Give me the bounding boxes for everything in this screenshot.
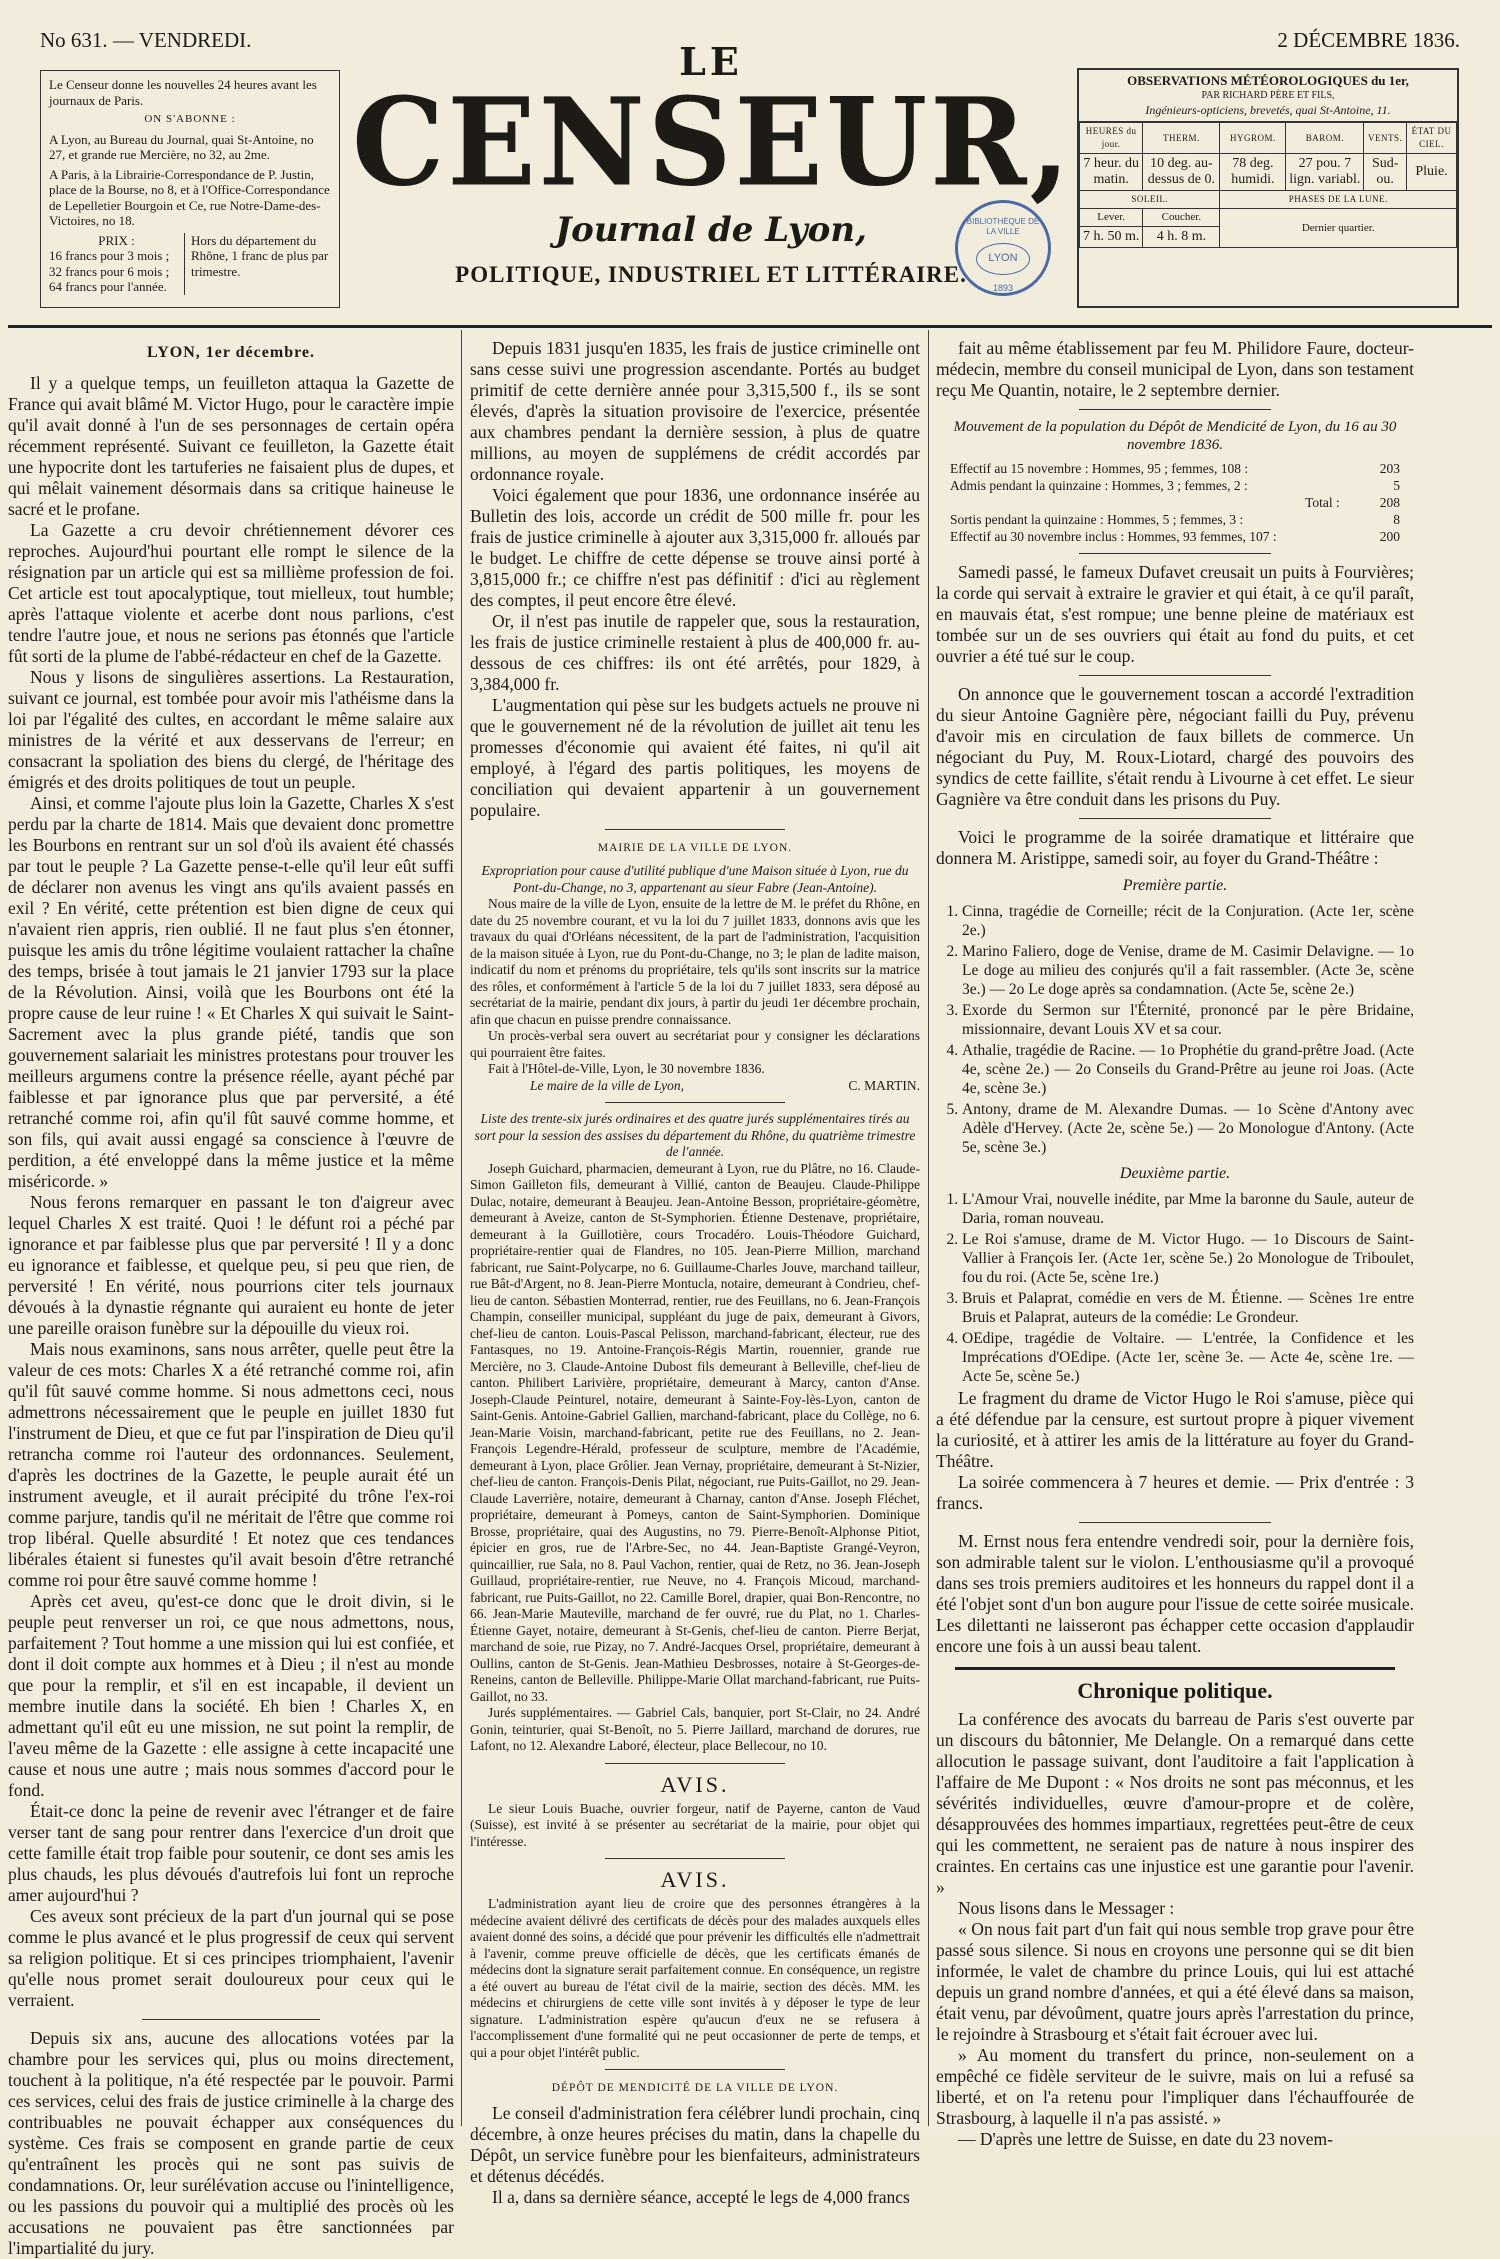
column-2: [470, 338, 920, 2207]
article-paragraph: M. Ernst nous fera entendre vendredi soir, pour la dernière fois, son admirable talent sur le violon. L'enthousiasme qu'il a provoqué dans ses trois premiers auditoires et les honneurs du rappel dont il a été l'objet sont d'un bon augure pour l'issue de cette soirée musicale. Les dilettanti ne laisseront pas échapper cette occasion d'applaudir encore une fois à un aussi beau talent.: [936, 1531, 1414, 1656]
masthead-subtitle: POLITIQUE, INDUSTRIEL ET LITTÉRAIRE.: [455, 262, 967, 287]
program-list: [936, 1190, 1414, 1386]
separator: [1079, 818, 1270, 819]
population-label: Effectif au 15 novembre : Hommes, 95 ; femmes, 108 :: [950, 461, 1249, 476]
section-rule: [955, 1667, 1395, 1670]
article-paragraph: — D'après une lettre de Suisse, en date du 23 novem-: [958, 2129, 1333, 2149]
jures-supplementaires: Jurés supplémentaires. — Gabriel Cals, banquier, port St-Clair, no 24. André Gonin, teinturier, quai St-Benoît, no 5. Pierre Jaillard, marchand de dorures, rue Lafont, no 12. Alexandre Laboré, électeur, place Bellecour, no 10.: [470, 1705, 920, 1753]
column-divider: [928, 330, 929, 2126]
stamp-year: 1893: [992, 283, 1014, 293]
separator: [605, 1858, 785, 1859]
population-table: [936, 418, 1414, 545]
weather-observations: [1077, 68, 1459, 308]
program-item: 2. Marino Faliero, doge de Venise, drame de M. Casimir Delavigne. — 1o Le doge au milieu des conjurés qu'il a fait rassembler. (Acte 3e, scène 3e.) — 2o Le doge après sa condamnation. (Acte 5e, scène 2e.): [962, 942, 1414, 999]
article-paragraph: La conférence des avocats du barreau de Paris s'est ouverte par un discours du bâtonnier, Me Delangle. On a remarqué dans cette allocution le passage suivant, dont l'auditoire a fait l'application à l'affaire de Me Dupont : « Nos droits ne sont pas méconnus, et les sévérités individuelles, œuvre d'amour-propre et de colère, désapprouvées des hommes impartiaux, regrettées peut-être de ceux qui les commettent, ne seraient pas de nature à nous inspirer des craintes. En certains cas une injustice est une garantie pour l'avenir. »: [936, 1709, 1414, 1897]
separator: [605, 1763, 785, 1764]
population-row: [936, 528, 1414, 545]
lever-label: Lever.: [1080, 209, 1143, 227]
population-row: [936, 511, 1414, 528]
separator: [1079, 675, 1270, 676]
depot-heading: DÉPÔT DE MENDICITÉ DE LA VILLE DE LYON.: [551, 2082, 839, 2094]
mayor-name: C. MARTIN.: [848, 1077, 920, 1093]
mayor-title: Le maire de la ville de Lyon,: [530, 1077, 684, 1093]
jures-heading: Liste des trente-six jurés ordinaires et des quatre jurés supplémentaires tirés au sort pour la session des assises du département du Rhône, du quatrième trimestre de l'année.: [474, 1111, 916, 1159]
population-value: 208: [1379, 495, 1400, 510]
separator: [605, 1102, 785, 1103]
jures-list: [470, 1161, 920, 1755]
avis-heading: AVIS.: [660, 1867, 730, 1892]
prix-label: PRIX :: [98, 232, 135, 248]
dateline: LYON, 1er décembre.: [146, 344, 315, 361]
mairie-heading: MAIRIE DE LA VILLE DE LYON.: [597, 842, 793, 854]
article-paragraph: fait au même établissement par feu M. Philidore Faure, docteur-médecin, membre du conseil municipal de Lyon, dans son testament reçu Me Quantin, notaire, le 2 septembre dernier.: [936, 338, 1414, 400]
article-paragraph: Voici également que pour 1836, une ordonnance insérée au Bulletin des lois, accorde un crédit de 500 mille fr. pour les frais de justice criminelle à ajouter aux 3,315,000 fr. alloués par le budget. Le chiffre de cette dépense se trouve ainsi porté à 3,815,000 fr.; ce chiffre n'est pas définitif : d'ici au règlement des comptes, il peut encore être élevé.: [470, 485, 920, 610]
weather-value: 78 deg. humidi.: [1220, 154, 1286, 191]
expropriation-notice: [470, 896, 920, 1094]
coucher-value: 4 h. 8 m.: [1143, 227, 1220, 248]
weather-ing: Ingénieurs-opticiens, brevetés, quai St-Antoine, 11.: [1145, 103, 1391, 117]
article-paragraph: On annonce que le gouvernement toscan a accordé l'extradition du sieur Antoine Gagnière père, négociant failli du Puy, prévenu d'avoir mis en circulation de faux billets de commerce. Un négociant du Puy, M. Roux-Liotard, chargé des pouvoirs des syndics de cette faillite, s'était rendu à Livourne à cet effet. Le sieur Gagnière va être conduit dans les prisons du Puy.: [936, 684, 1414, 809]
article-paragraph: Nous ferons remarquer en passant le ton d'aigreur avec lequel Charles X est traité. Quoi ! le défunt roi a péché par ignorance et par faiblesse plus que par perversité ! Il y a donc eu ignorance et faiblesse, et quelque peu, si peu que rien, de perversité ! En vérité, nous pourrions citer tels journaux dévoués à la dynastie régnante qui auraient eu honte de jeter une pareille oraison funèbre sur la dépouille du vieux roi.: [8, 1192, 454, 1338]
jures-text: Joseph Guichard, pharmacien, demeurant à Lyon, rue du Plâtre, no 16. Claude-Simon Gailleton fils, demeurant à Villié, canton de Beaujeu. Claude-Philippe Dulac, notaire, demeurant à Beaujeu. Jean-Antoine Besson, propriétaire-géomètre, demeurant à Aveize, canton de St-Symphorien. Étienne Destenave, propriétaire, demeurant à la Guillotière, cours Trocadéro. Louis-Théodore Guichard, propriétaire-rentier quai de Flandres, no 105. Jean-Pierre Million, marchand fabricant, rue Saint-Polycarpe, no 6. Guillaume-Charles Jouve, marchand tailleur, rue Bât-d'Argent, no 8. Jean-Pierre Montucla, notaire, demeurant à Condrieu, chef-lieu de canton. Sébastien Monterrad, rentier, rue des Feuillans, no 6. Jean-François Champin, conseiller municipal, suppléant du juge de paix, demeurant à Givors, chef-lieu de canton. Louis-Pascal Pelisson, marchand-fabricant, électeur, rue des Fantasques, no 19. Antoine-François-Régis Martin, rouennier, grande rue Mercière, no 3. Claude-Antoine Dubost fils demeurant à Belleville, chef-lieu de canton. Philibert Larivière, propriétaire, demeurant à Marcy, canton d'Anse. Joseph-Claude Peinturel, notaire, demeurant à Sainte-Foy-lès-Lyon, canton de Saint-Genis. Antoine-Gabriel Gallien, marchand-fabricant, place du Collège, no 6. Jean-Marie Voisin, marchand-fabricant, petite rue des Feuillans, no 2. Jean-François Legendre-Hérald, professeur de sculpture, membre de l'Académie, demeurant à Lyon, place Grôlier. Jean Vernay, propriétaire, demeurant à St-Nizier, chef-lieu de canton. François-Denis Pilat, négociant, rue Puits-Gaillot, no 29. Jean-Claude Laverrière, notaire, demeurant à Charnay, canton d'Anse. Joseph Fléchet, propriétaire, demeurant à Pomeys, canton de Saint-Symphorien. Dominique Brosse, propriétaire, quai des Augustins, no 79. Pierre-Benoît-Alphonse Pitiot, épicier en gros, rue de l'Arbre-Sec, no 44. Jean-Baptiste Grangé-Veyron, quincaillier, rue Sala, no 8. Paul Vachon, rentier, quai de Retz, no 36. Jean-Joseph Guillaud, propriétaire-rentier, rue Neuve, no 4. François Micoud, marchand-fabricant, rue Puits-Gaillot, no 22. Camille Borel, drapier, quai Bon-Rencontre, no 66. Jean-Marie Mauteville, marchand de fer ouvré, rue du Plat, no 1. Charles-Étienne Gayet, notaire, demeurant à St-Genis, chef-lieu de canton. Pierre Berjat, marchand de soie, rue Pizay, no 7. André-Jacques Orsel, propriétaire, demeurant à Oullins, canton de St-Genis. Jean-Mathieu Desbrosses, notaire à St-Georges-de-Reneins, canton de Belleville. Philippe-Marie Ollat marchand-fabricant, rue Puits-Gaillot, no 33.: [470, 1160, 920, 1704]
weather-value: Sud-ou.: [1364, 154, 1407, 191]
theatre-program: [936, 875, 1414, 1386]
moon-phase: Dernier quartier.: [1220, 209, 1457, 248]
fait-line: Fait à l'Hôtel-de-Ville, Lyon, le 30 novembre 1836.: [488, 1061, 765, 1076]
column-3: [936, 338, 1414, 2149]
weather-title: OBSERVATIONS MÉTÉOROLOGIQUES du 1er,: [1127, 73, 1409, 88]
weather-value-row: [1080, 154, 1457, 191]
weather-col-header: VENTS.: [1364, 123, 1407, 154]
coucher-label: Coucher.: [1143, 209, 1220, 227]
subscription-intro: Le Censeur donne les nouvelles 24 heures avant les journaux de Paris.: [49, 77, 317, 108]
issue-number: No 631. — VENDREDI.: [40, 28, 252, 52]
article-paragraph: Depuis six ans, aucune des allocations votées par la chambre pour les services qui, plus ou moins directement, touchent à la politique, n'a été respectée par le pouvoir. Parmi ces services, celui des frais de justice criminelle à la charge des contribuables ne pouvait échapper aux conséquences du système. Ces frais se composent en grande partie de ceux qu'entraînent les procès qui ne sont pas suivis de condamnations. Or, leur surélévation accuse ou l'inintelligence, ou les passions du pouvoir qui a multiplié des procès où les accusations ne pouvaient pas être sanctionnées par l'impartialité du jury.: [8, 2028, 454, 2258]
avis-notice: [470, 1801, 920, 1851]
prix-lines: 16 francs pour 3 mois ; 32 francs pour 6 mois ; 64 francs pour l'année.: [49, 248, 170, 294]
program-list: [936, 902, 1414, 1157]
weather-col-header: HEURES du jour.: [1080, 123, 1143, 154]
masthead-title: CENSEUR,: [352, 72, 1073, 214]
avis-heading: AVIS.: [660, 1771, 730, 1797]
library-stamp: [955, 200, 1051, 296]
population-label: Sortis pendant la quinzaine : Hommes, 5 ; femmes, 3 :: [950, 512, 1244, 527]
population-value: 8: [1393, 512, 1400, 527]
avis-text: L'administration ayant lieu de croire que des personnes étrangères à la médecine avaient délivré des certificats de décès pour des malades auxquels elles avaient donné des soins, a décidé que pour prévenir les difficultés elle n'admettrait à l'avenir, comme preuve officielle de décès, que les certificats émanés de médecins dont la signature serait parfaitement connue. En conséquence, un registre a été ouvert au bureau de l'état civil de la mairie, section des décès. MM. les médecins et chirurgiens de cette ville sont invités à y déposer le type de leur signature. L'administration espère qu'aucun d'eux ne se refusera à l'accomplissement d'une formalité qui ne peut occasionner de perte de temps, et qui a pour objet l'intérêt public.: [470, 1896, 920, 2060]
avis-text: Le sieur Louis Buache, ouvrier forgeur, natif de Payerne, canton de Vaud (Suisse), est invité à se présenter au secrétariat de la mairie, pour objet qui l'intéresse.: [470, 1800, 920, 1849]
masthead-journal: Journal de Lyon,: [555, 210, 867, 250]
population-row: [936, 477, 1414, 494]
weather-value: 27 pou. 7 lign. variabl.: [1286, 154, 1364, 191]
weather-header: [1079, 70, 1457, 122]
program-item: 5. Antony, drame de M. Alexandre Dumas. — 1o Scène d'Antony avec Adèle d'Hervey. (Acte 2e, scène 5e.) — 2o Monologue d'Antony. (Acte 5e, scène 3e.): [962, 1100, 1414, 1157]
weather-value: Pluie.: [1407, 154, 1457, 191]
article-paragraph: Or, il n'est pas inutile de rappeler que, sous la restauration, les frais de justice criminelle restaient à plus de 400,000 fr. au-dessous de ces chiffres: ils ont été arrêtés, pour 1829, à 3,384,000 fr.: [470, 611, 920, 694]
weather-col-header: BAROM.: [1286, 123, 1364, 154]
article-paragraph: La soirée commencera à 7 heures et demie. — Prix d'entrée : 3 francs.: [936, 1472, 1414, 1513]
program-item: 2. Le Roi s'amuse, drame de M. Victor Hugo. — 1o Discours de Saint-Vallier à François Ier. (Acte 1er, scène 5e.) 2o Monologue de Triboulet, fou du roi. (Acte 5e, scène 1re.): [962, 1230, 1414, 1287]
separator: [1079, 409, 1270, 410]
population-label: Effectif au 30 novembre inclus : Hommes, 93 femmes, 107 :: [950, 529, 1277, 544]
article-paragraph: Le fragment du drame de Victor Hugo le Roi s'amuse, pièce qui a été défendue par la censure, est surtout propre à piquer vivement la curiosité, et à attirer les amis de la littérature au foyer du Grand-Théâtre.: [936, 1388, 1414, 1471]
program-item: 3. Exorde du Sermon sur l'Éternité, prononcé par le père Bridaine, missionnaire, devant Louis XV et sa cour.: [962, 1001, 1414, 1039]
phases-label: PHASES DE LA LUNE.: [1220, 191, 1457, 209]
article-paragraph: Il y a quelque temps, un feuilleton attaqua la Gazette de France qui avait blâmé M. Victor Hugo, pour le caractère impie qu'il avait donné à l'un de ses personnages de certain opéra récemment représenté. Suivant ce feuilleton, la Gazette était une hypocrite dont les tartuferies ne faisaient plus de dupes, et qui mêlait vainement désormais dans sa critique haineuse le sacré et le profane.: [8, 373, 454, 519]
sun-moon-header: [1080, 191, 1457, 209]
article-paragraph: L'augmentation qui pèse sur les budgets actuels ne prouve ni que le gouvernement né de la révolution de juillet ait tenu les promesses d'économie qui avaient été faites, ni qu'il ait employé, à l'égard des partis politiques, les moyens de conciliation qui devaient appartenir à un gouvernement populaire.: [470, 695, 920, 820]
subscription-heading: ON S'ABONNE :: [144, 113, 236, 125]
weather-col-header: THERM.: [1143, 123, 1220, 154]
population-label: Total :: [1305, 495, 1340, 510]
subscription-lyon: A Lyon, au Bureau du Journal, quai St-Antoine, no 27, et grande rue Mercière, no 32, au 2me.: [49, 131, 314, 162]
weather-value: 7 heur. du matin.: [1080, 154, 1143, 191]
article-paragraph: Depuis 1831 jusqu'en 1835, les frais de justice criminelle ont sans cesse suivi une progression ascendante. Portés au budget primitif de cette dernière année pour 3,315,500 f., ils se sont élevés, d'après la situation provisoire de l'exercice, présentée aux chambres pendant la dernière session, à plus de quatre millions, au moyen de supplémens de crédit accordés par ordonnance royale.: [470, 338, 920, 484]
article-paragraph: Mais nous examinons, sans nous arrêter, quelle peut être la valeur de ces mots: Charles X a été retranché comme roi, afin qu'il fût sauvé comme homme. Si nous admettons ceci, nous admettrons nécessairement que le peuple en juillet 1830 fut l'instrument de Dieu, et que ce fut par l'inspiration de Dieu qu'il retrancha comme roi l'auteur des ordonnances. Seulement, d'après les doctrines de la Gazette, le peuple aurait été un instrument aveugle, et il aurait précipité du trône l'ex-roi comme parjure, tandis qu'il ne méritait de l'être que comme roi trop libéral. Quelle absurdité ! Et notez que ces tendances libérales étaient si funestes qu'il avait besoin d'être retranché comme roi pour être sauvé comme homme !: [8, 1339, 454, 1590]
program-item: 4. OEdipe, tragédie de Voltaire. — L'entrée, la Confidence et les Imprécations d'OEdipe. (Acte 1er, scène 3e. — Acte 4e, scène 1re. — Acte 5e, scène 5e.): [962, 1329, 1414, 1386]
issue-date: 2 DÉCEMBRE 1836.: [1277, 28, 1460, 52]
prix-hors: Hors du département du Rhône, 1 franc de plus par trimestre.: [184, 233, 331, 295]
soleil-label: SOLEIL.: [1080, 191, 1220, 209]
column-1: [8, 338, 454, 2258]
mayor-signature: [470, 1078, 920, 1095]
weather-table: [1079, 122, 1457, 248]
lever-value: 7 h. 50 m.: [1080, 227, 1143, 248]
population-row: [936, 460, 1414, 477]
article-paragraph: Ces aveux sont précieux de la part d'un journal qui se pose comme le plus avancé et le plus progressif de ceux qui servent sa religion politique. Et si ces principes triomphaient, l'avenir qu'elle nous promet serait douloureux pour ceux qui le verraient.: [8, 1906, 454, 2010]
sun-labels-row: [1080, 209, 1457, 227]
article-paragraph: Nous y lisons de singulières assertions. La Restauration, suivant ce journal, est tombée pour avoir mis l'athéisme dans la loi par l'égalité des cultes, en accordant le même salaire aux ministres de la vérité et aux desservans de l'erreur; en consacrant la spoliation des biens du clergé, de l'héritage des émigrés et des droits politiques de tout un peuple.: [8, 667, 454, 792]
weather-by: PAR RICHARD PÈRE ET FILS,: [1201, 90, 1335, 101]
program-item: 4. Athalie, tragédie de Racine. — 1o Prophétie du grand-prêtre Joad. (Acte 4e, scène 2e.) — 2o Conseils du Grand-Prêtre au jeune roi Joas. (Acte 4e, scène 3e.): [962, 1041, 1414, 1098]
separator: [1079, 1522, 1270, 1523]
expropriation-text: Un procès-verbal sera ouvert au secrétariat pour y consigner les déclarations qui pourraient être faites.: [470, 1028, 920, 1060]
article-paragraph: Ainsi, et comme l'ajoute plus loin la Gazette, Charles X s'est perdu par la charte de 1814. Mais que devaient donc promettre les Bourbons en rentrant sur un sol d'où ils avaient été chassés par tout le peuple ? La Gazette pense-t-elle qu'il leur eût suffi de déclarer non avenus les vingt ans qu'ils avaient passés en exil ? En vérité, cette prétention est bien digne de ceux qui n'avaient rien appris, rien oublié. Il ne faut plus s'en étonner, puisque les amis du trône légitime voulaient rattacher la chaîne des temps, brisée à tout jamais le 21 janvier 1793 sur la place de la Révolution. Ainsi, voilà que les Bourbons ont été la propre cause de leur ruine ! « Et Charles X qui suivait le Saint-Sacrement avec la plus grande piété, tandis que son gouvernement salariait les ministres protestans pour trouver les meilleurs argumens contre la présence réelle, ayant péché par faiblesse et par ignorance plus que par perversité, a été retranché comme roi, afin qu'il fût sauvé comme homme, et son fils, qui avait aussi engagé sa conscience à l'œuvre de perdition, a été enveloppé dans la même justice et la même miséricorde. »: [8, 793, 454, 1191]
stamp-inner-text: LYON: [976, 243, 1030, 275]
expropriation-title: Expropriation pour cause d'utilité publique d'une Maison située à Lyon, rue du Pont-du-Change, no 3, appartenant au sieur Fabre (Jean-Antoine).: [481, 863, 909, 895]
program-item: 1. Cinna, tragédie de Corneille; récit de la Conjuration. (Acte 1er, scène 2e.): [962, 902, 1414, 940]
masthead-le: LE: [679, 39, 743, 84]
weather-value: 10 deg. au-dessus de 0.: [1143, 154, 1220, 191]
article-paragraph: Nous lisons dans le Messager :: [958, 1898, 1175, 1918]
population-value: 5: [1393, 478, 1400, 493]
article-paragraph: « On nous fait part d'un fait qui nous semble trop grave pour être passé sous silence. Si nous en croyons une personne qui se dit bien informée, le valet de chambre du prince Louis, qui lui est attaché depuis un grand nombre d'années, et qui a été élevé dans sa maison, était venu, par dévoûment, quatre jours après l'arrestation du prince, le rejoindre à Strasbourg et s'était fait écrouer avec lui.: [936, 1919, 1414, 2044]
article-paragraph: Il a, dans sa dernière séance, accepté le legs de 4,000 francs: [492, 2187, 910, 2207]
population-value: 200: [1379, 529, 1400, 544]
population-row: [936, 494, 1414, 511]
expropriation-text: Nous maire de la ville de Lyon, ensuite de la lettre de M. le préfet du Rhône, en date du 25 novembre courant, et vu la loi du 7 juillet 1833, donnons avis que les travaux du quai d'Orléans nécessitent, de la part de l'administration, l'acquisition de la maison située à Lyon, rue du Pont-du-Change, no 3; le plan de ladite maison, indicatif du nom et prénoms du propriétaire, tels qu'ils sont inscrits sur la matrice des rôles, et conformément à l'article 5 de la loi du 7 juillet 1833, sera déposé au secrétariat de la mairie, pendant dix jours, à partir du jeudi 1er décembre prochain, afin que chacun en puisse prendre connaissance.: [470, 896, 920, 1027]
population-label: Admis pendant la quinzaine : Hommes, 3 ; femmes, 2 :: [950, 478, 1248, 493]
program-part-heading: Première partie.: [1122, 877, 1228, 894]
separator: [142, 2019, 320, 2020]
column-divider: [461, 330, 462, 2126]
subscription-prices: [49, 233, 331, 295]
program-part-heading: Deuxième partie.: [1119, 1165, 1231, 1182]
population-heading: Mouvement de la population du Dépôt de Mendicité de Lyon, du 16 au 30 novembre 1836.: [953, 419, 1397, 453]
section-heading: Chronique politique.: [1077, 1678, 1273, 1703]
subscription-box: [40, 70, 340, 308]
weather-col-header: HYGROM.: [1220, 123, 1286, 154]
article-paragraph: Était-ce donc la peine de revenir avec l'étranger et de faire verser tant de sang pour rentrer dans l'exercice d'un droit que cette famille était trop faible pour soutenir, ce dont ses amis les plus chauds, les plus dévoués d'autrefois lui font un reproche amer aujourd'hui ?: [8, 1801, 454, 1905]
article-paragraph: Le conseil d'administration fera célébrer lundi prochain, cinq décembre, à onze heures précises du matin, dans la chapelle du Dépôt, un service funèbre pour les bienfaiteurs, administrateurs et détenus décédés.: [470, 2103, 920, 2186]
program-item: 3. Bruis et Palaprat, comédie en vers de M. Étienne. — Scènes 1re entre Bruis et Palaprat, auteurs de la comédie: Le Grondeur.: [962, 1289, 1414, 1327]
population-value: 203: [1379, 461, 1400, 476]
subscription-paris: A Paris, à la Librairie-Correspondance de P. Justin, place de la Bourse, no 8, et à l'Office-Correspondance de Lepelletier Bourgoin et Ce, rue Notre-Dame-des-Victoires, no 18.: [49, 166, 330, 228]
article-paragraph: Samedi passé, le fameux Dufavet creusait un puits à Fourvières; la corde qui servait à extraire le gravier et qui était, à ce qu'il paraît, en mauvais état, s'est rompue; une benne pleine de matériaux est tombée sur un de ses ouvriers qui était au fond du puits, et cet ouvrier a été tué sur le coup.: [936, 562, 1414, 666]
weather-col-header: ÉTAT DU CIEL.: [1407, 123, 1457, 154]
stamp-outer-text: BIBLIOTHÈQUE DE LA VILLE: [966, 217, 1040, 236]
weather-header-row: [1080, 123, 1457, 154]
avis-notice: [470, 1896, 920, 2061]
separator: [1079, 553, 1270, 554]
article-paragraph: » Au moment du transfert du prince, non-seulement on a empêché ce fidèle serviteur de le suivre, mais on lui a refusé sa liberté, et on l'a retenu pour l'impliquer dans l'échauffourée de Strasbourg, à laquelle il n'a pas assisté. »: [936, 2045, 1414, 2128]
article-paragraph: La Gazette a cru devoir chrétiennement dévorer ces reproches. Aujourd'hui pourtant elle rompt le silence de la résignation par un article qui est sa millième profession de foi. Cet article est tout apocalyptique, tout mielleux, tout humble; après l'attaque violente et acerbe dont nous parlions, c'est tendre l'autre joue, et nous ne serions pas étonnés que l'article fût sorti de la plume de l'abbé-rédacteur en chef de la Gazette.: [8, 520, 454, 666]
article-paragraph: Voici le programme de la soirée dramatique et littéraire que donnera M. Aristippe, samedi soir, au foyer du Grand-Théâtre :: [936, 827, 1414, 868]
header-rule: [8, 325, 1492, 328]
article-paragraph: Après cet aveu, qu'est-ce donc que le droit divin, si le peuple peut renverser un roi, ce que nous admettons, nous, parfaitement ? Tout homme a une mission qui lui est confiée, et dont il doit compte aux hommes et à Dieu ; il n'est au monde que pour la remplir, et s'il en est incapable, il devient un membre inutile dans la société. Eh bien ! Charles X, en admettant qu'il eût eu une mission, ne sut point la remplir, de l'aveu même de la Gazette : elle assigne à cette incapacité une cause et nous une autre ; mais nous sommes d'accord pour le fond.: [8, 1591, 454, 1800]
program-item: 1. L'Amour Vrai, nouvelle inédite, par Mme la baronne du Saule, auteur de Daria, roman nouveau.: [962, 1190, 1414, 1228]
separator: [605, 2069, 785, 2070]
separator: [605, 829, 785, 830]
